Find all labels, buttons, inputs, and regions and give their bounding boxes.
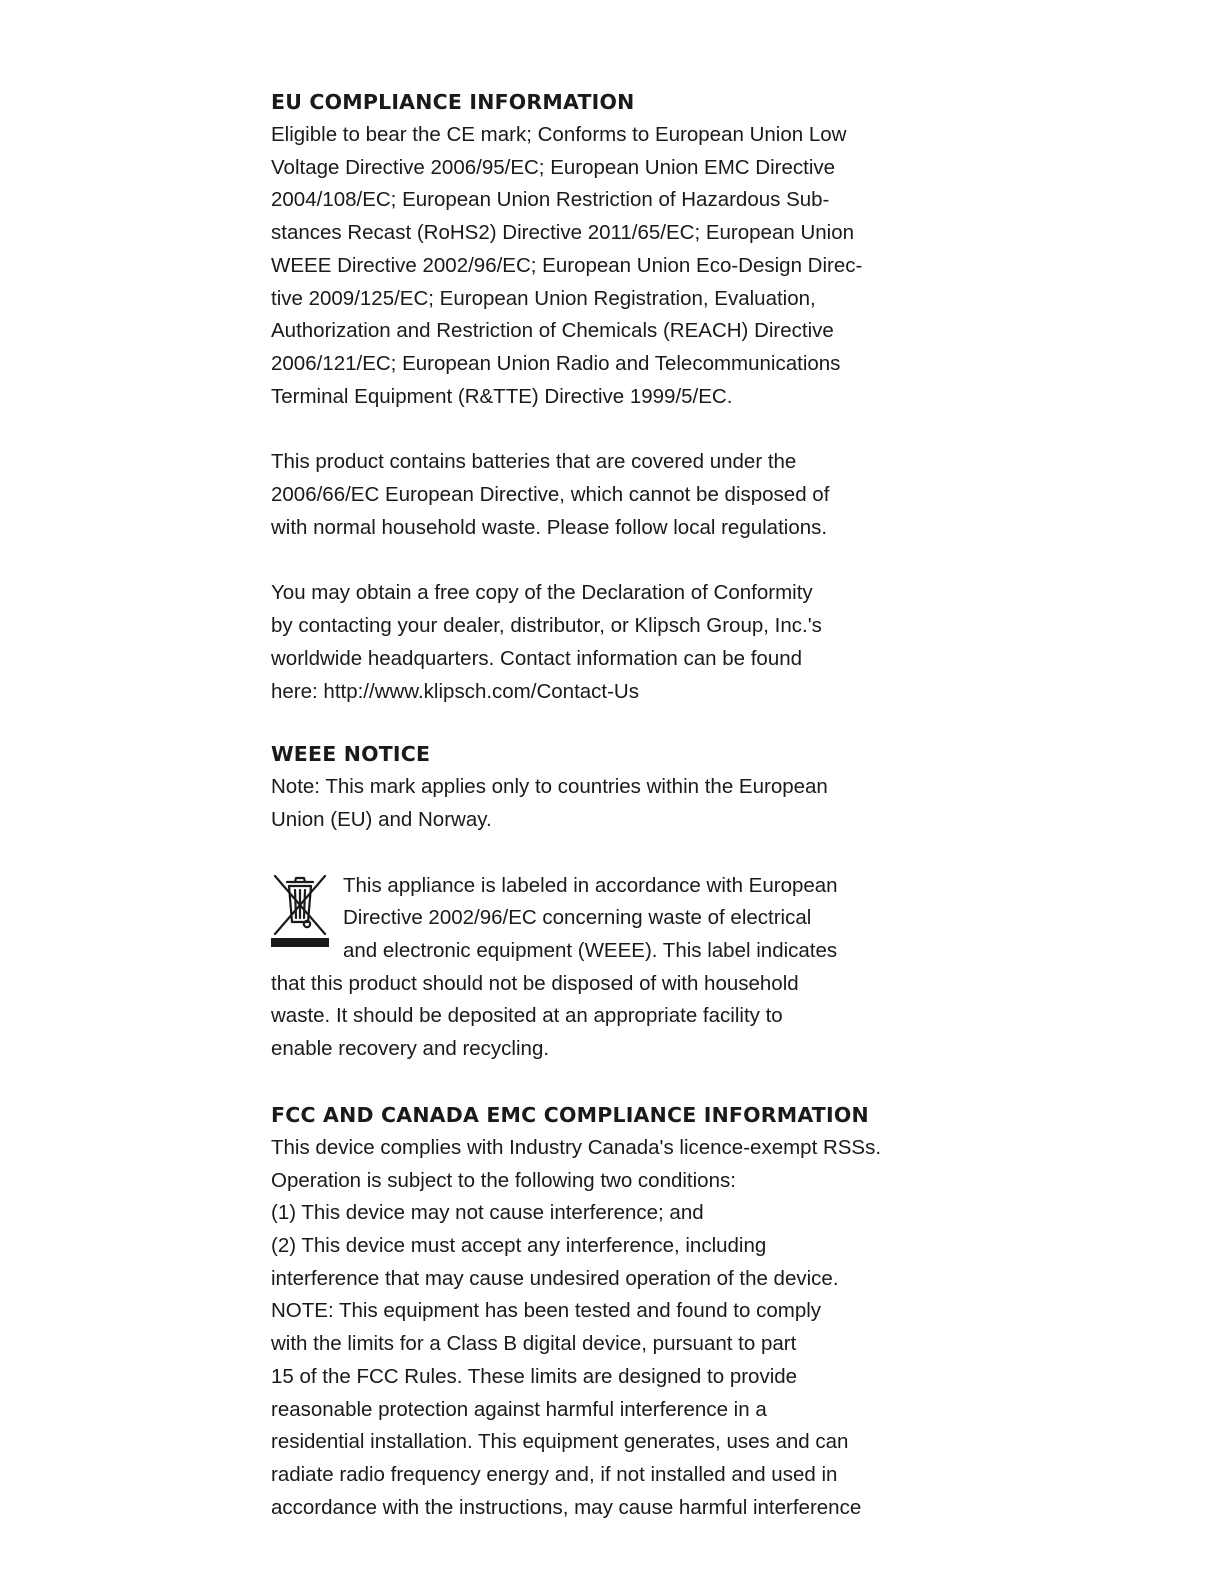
fcc-canada-heading: FCC AND CANADA EMC COMPLIANCE INFORMATION [271, 1102, 869, 1127]
text-line: This device complies with Industry Canada's licence-exempt RSSs. [271, 1135, 882, 1159]
text-line: tive 2009/125/EC; European Union Registration, Evaluation, [271, 286, 816, 310]
text-line: This product contains batteries that are covered under the [271, 450, 797, 474]
text-line: Operation is subject to the following two conditions: [271, 1168, 736, 1192]
text-line: enable recovery and recycling. [271, 1037, 550, 1061]
crossed-out-wheelie-bin-icon [271, 872, 329, 948]
text-line: reasonable protection against harmful interference in a [271, 1397, 767, 1421]
text-line: (2) This device must accept any interference, including [271, 1233, 767, 1257]
text-line: You may obtain a free copy of the Declaration of Conformity [271, 581, 813, 605]
fcc-compliance-paragraph [271, 1132, 911, 1524]
eu-compliance-paragraph [271, 119, 911, 413]
text-line: Terminal Equipment (R&TTE) Directive 1999/5/EC. [271, 384, 733, 408]
text-line: Union (EU) and Norway. [271, 807, 492, 831]
text-line: worldwide headquarters. Contact information can be found [271, 646, 803, 670]
text-line: with normal household waste. Please follow local regulations. [271, 515, 828, 539]
text-line: Directive 2002/96/EC concerning waste of electrical [343, 906, 812, 930]
text-line: NOTE: This equipment has been tested and found to comply [271, 1299, 822, 1323]
declaration-paragraph [271, 577, 911, 708]
text-line: stances Recast (RoHS2) Directive 2011/65/EC; European Union [271, 221, 855, 245]
text-line: Voltage Directive 2006/95/EC; European Union EMC Directive [271, 155, 836, 179]
text-line: (1) This device may not cause interference; and [271, 1201, 704, 1225]
eu-compliance-heading: EU COMPLIANCE INFORMATION [271, 90, 635, 114]
text-line: radiate radio frequency energy and, if not installed and used in [271, 1462, 838, 1486]
contact-url-line: here: http://www.klipsch.com/Contact-Us [271, 679, 639, 703]
text-line: with the limits for a Class B digital device, pursuant to part [271, 1332, 797, 1356]
weee-notice-heading: WEEE NOTICE [271, 742, 431, 767]
document-page [271, 86, 911, 1524]
weee-note-paragraph [271, 771, 911, 836]
text-line: accordance with the instructions, may cause harmful interference [271, 1495, 862, 1519]
text-line: 15 of the FCC Rules. These limits are designed to provide [271, 1364, 798, 1388]
text-line: that this product should not be disposed of with household [271, 971, 799, 995]
text-line: and electronic equipment (WEEE). This label indicates [343, 939, 838, 963]
text-line: Note: This mark applies only to countries within the European [271, 775, 828, 799]
text-line: interference that may cause undesired operation of the device. [271, 1266, 839, 1290]
weee-appliance-paragraph [271, 870, 911, 1066]
text-line: This appliance is labeled in accordance with European [343, 873, 838, 897]
text-line: 2006/66/EC European Directive, which cannot be disposed of [271, 483, 830, 507]
text-line: by contacting your dealer, distributor, or Klipsch Group, Inc.'s [271, 614, 822, 638]
text-line: Authorization and Restriction of Chemicals (REACH) Directive [271, 319, 834, 343]
text-line: WEEE Directive 2002/96/EC; European Union Eco-Design Direc- [271, 253, 863, 277]
batteries-paragraph [271, 446, 911, 544]
text-line: waste. It should be deposited at an appropriate facility to [271, 1004, 783, 1028]
text-line: Eligible to bear the CE mark; Conforms to European Union Low [271, 123, 847, 146]
text-line: 2004/108/EC; European Union Restriction of Hazardous Sub- [271, 188, 830, 212]
text-line: 2006/121/EC; European Union Radio and Telecommunications [271, 351, 841, 375]
text-line: residential installation. This equipment generates, uses and can [271, 1430, 849, 1454]
